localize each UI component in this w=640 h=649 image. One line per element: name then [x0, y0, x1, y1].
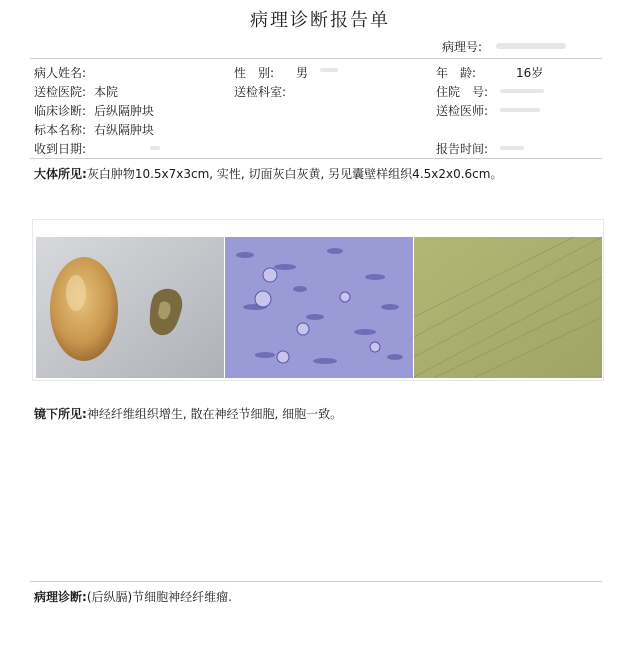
doctor-label: 送检医师: — [436, 104, 489, 118]
clinical-label: 临床诊断: — [34, 104, 87, 118]
he-stain-micrograph — [225, 237, 413, 378]
gross-label: 大体所见: — [34, 167, 87, 181]
age-value: 16岁 — [516, 66, 544, 80]
redacted-smudge — [320, 68, 338, 72]
diagnosis-section — [34, 588, 232, 605]
received-label: 收到日期: — [34, 142, 87, 156]
microscopic-label: 镜下所见: — [34, 407, 87, 421]
divider-diagnosis — [30, 581, 602, 582]
report-time-label: 报告时间: — [436, 142, 489, 156]
gender-label: 性 别: — [234, 66, 275, 80]
gross-specimen-photo — [36, 237, 224, 378]
specimen-label: 标本名称: — [34, 123, 87, 137]
gross-text: 灰白肿物10.5x7x3cm, 实性, 切面灰白灰黄, 另见囊壁样组织4.5x2x0.6cm。 — [86, 167, 503, 181]
low-power-micrograph — [414, 237, 602, 378]
divider-top — [30, 58, 602, 59]
redacted-report-time — [500, 146, 524, 150]
redacted-doctor — [500, 108, 540, 112]
divider-fields — [30, 158, 602, 159]
microscopic-text: 神经纤维组织增生, 散在神经节细胞, 细胞一致。 — [86, 407, 343, 421]
specimen-value: 右纵隔肿块 — [94, 123, 155, 137]
redacted-pathology-no — [496, 43, 566, 49]
hospital-value: 本院 — [94, 85, 119, 99]
age-label: 年 龄: — [436, 66, 477, 80]
diagnosis-text: (后纵膈)节细胞神经纤维瘤. — [86, 590, 232, 604]
name-label: 病人姓名: — [34, 66, 87, 80]
gross-section — [34, 165, 502, 182]
gender-value: 男 — [296, 66, 309, 80]
inpatient-label: 住院 号: — [436, 85, 489, 99]
microscopic-section — [34, 405, 342, 422]
hospital-label: 送检医院: — [34, 85, 87, 99]
dept-label: 送检科室: — [234, 85, 287, 99]
diagnosis-label: 病理诊断: — [34, 590, 87, 604]
redacted-inpatient-no — [500, 89, 544, 93]
report-title: 病理诊断报告单 — [250, 10, 390, 31]
redacted-date — [150, 146, 160, 150]
pathology-no-label: 病理号: — [442, 40, 483, 54]
clinical-value: 后纵隔肿块 — [94, 104, 155, 118]
